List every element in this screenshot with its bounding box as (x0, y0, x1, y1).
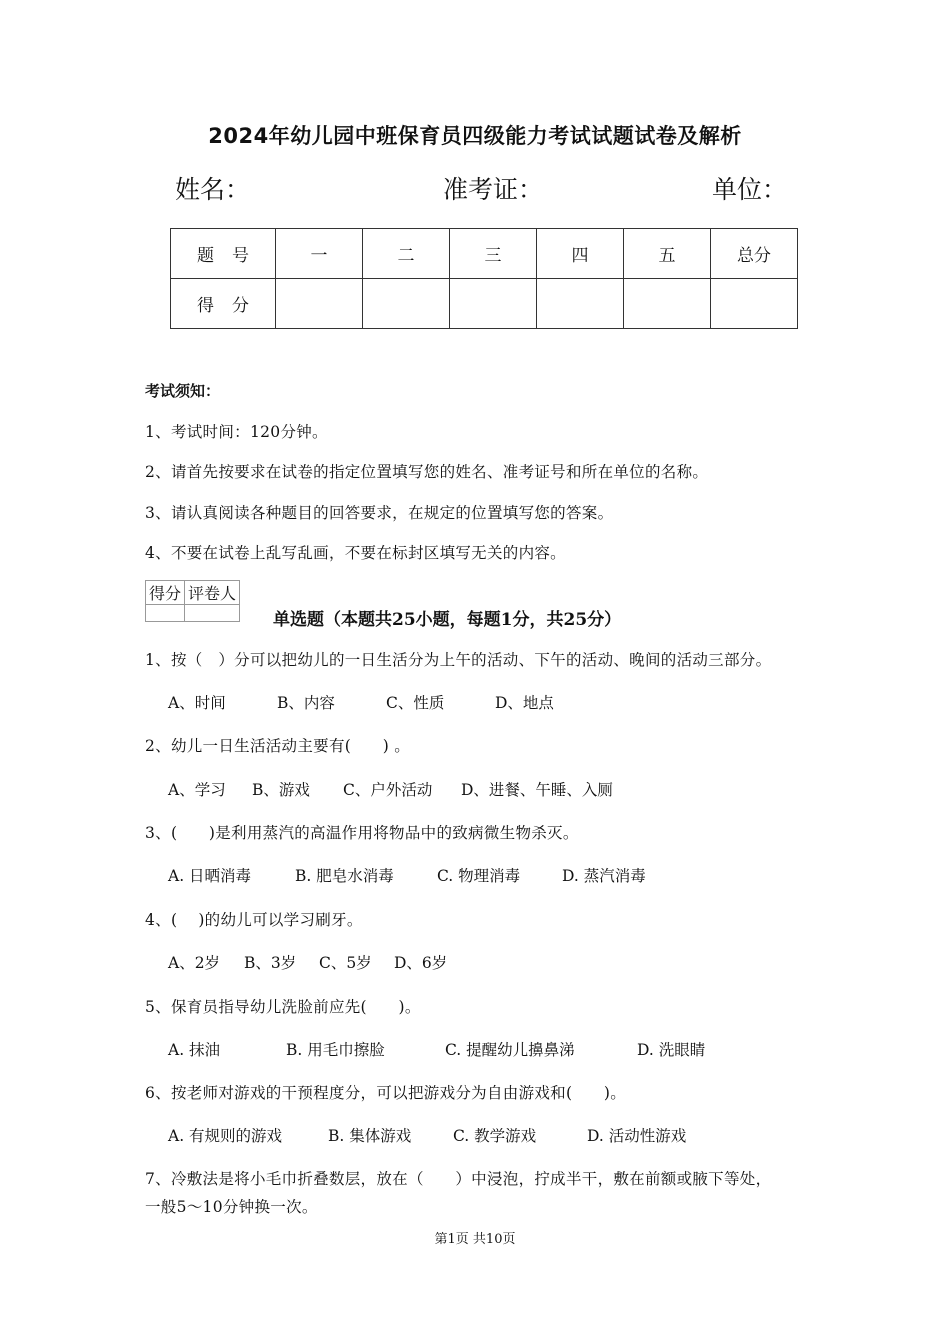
score-table-header-cell: 二 (363, 229, 450, 279)
question-option: C、户外活动 (343, 781, 433, 799)
question-option: D. 活动性游戏 (587, 1127, 687, 1145)
question-stem: 4、( )的幼儿可以学习刷牙。 (145, 911, 363, 929)
grader-reviewer-label: 评卷人 (185, 581, 240, 605)
notice-item: 2、请首先按要求在试卷的指定位置填写您的姓名、准考证号和所在单位的名称。 (145, 463, 709, 481)
score-table-header-cell: 五 (624, 229, 711, 279)
question-option: A. 抹油 (168, 1041, 221, 1059)
score-cell (624, 279, 711, 329)
question-option: D、进餐、午睡、入厕 (461, 781, 613, 799)
grader-box (145, 580, 240, 622)
score-table-row-label: 得分 (171, 279, 276, 329)
question-stem-continuation: 一般5～10分钟换一次。 (145, 1198, 318, 1216)
question-stem: 5、保育员指导幼儿洗脸前应先( )。 (145, 998, 421, 1016)
page-footer: 第1页 共10页 (434, 1232, 516, 1247)
section-title: 单选题（本题共25小题，每题1分，共25分） (273, 610, 622, 630)
question-stem: 6、按老师对游戏的干预程度分，可以把游戏分为自由游戏和( )。 (145, 1084, 627, 1102)
score-table-header-cell: 总分 (711, 229, 798, 279)
question-stem: 2、幼儿一日生活活动主要有( ) 。 (145, 737, 411, 755)
question-option: D. 蒸汽消毒 (562, 867, 646, 885)
name-field-label: 姓名： (175, 175, 251, 204)
notice-item: 1、考试时间：120分钟。 (145, 423, 328, 441)
question-option: C、5岁 (319, 954, 372, 972)
score-cell (537, 279, 624, 329)
grader-score-label: 得分 (146, 581, 185, 605)
score-table-score-row (171, 279, 798, 329)
question-option: C、性质 (386, 694, 445, 712)
question-option: C. 教学游戏 (453, 1127, 537, 1145)
question-option: A、时间 (168, 694, 226, 712)
grader-score-cell (146, 605, 185, 622)
question-stem: 1、按（ ）分可以把幼儿的一日生活分为上午的活动、下午的活动、晚间的活动三部分。 (145, 651, 772, 669)
score-table-header-cell: 一 (276, 229, 363, 279)
question-option: B. 集体游戏 (328, 1127, 412, 1145)
score-table-header-row (171, 229, 798, 279)
question-option: B、3岁 (244, 954, 297, 972)
question-option: B、游戏 (252, 781, 310, 799)
notice-item: 4、不要在试卷上乱写乱画，不要在标封区填写无关的内容。 (145, 544, 566, 562)
score-cell (450, 279, 537, 329)
question-stem: 7、冷敷法是将小毛巾折叠数层，放在（ ）中浸泡，拧成半干，敷在前额或腋下等处， (145, 1170, 772, 1188)
question-option: C. 物理消毒 (437, 867, 521, 885)
notice-item: 3、请认真阅读各种题目的回答要求，在规定的位置填写您的答案。 (145, 504, 614, 522)
question-option: C. 提醒幼儿擤鼻涕 (445, 1041, 575, 1059)
exam-title: 2024年幼儿园中班保育员四级能力考试试题试卷及解析 (208, 124, 742, 148)
score-cell (363, 279, 450, 329)
notice-heading: 考试须知： (145, 382, 221, 400)
question-option: A、学习 (168, 781, 226, 799)
question-stem: 3、( )是利用蒸汽的高温作用将物品中的致病微生物杀灭。 (145, 824, 579, 842)
question-option: B、内容 (277, 694, 335, 712)
question-option: D、地点 (495, 694, 554, 712)
question-option: A、2岁 (168, 954, 221, 972)
score-cell (276, 279, 363, 329)
score-table-header-cell: 三 (450, 229, 537, 279)
question-option: A. 日晒消毒 (168, 867, 252, 885)
exam-number-field-label: 准考证： (443, 175, 544, 204)
score-table-header-cell: 四 (537, 229, 624, 279)
question-option: A. 有规则的游戏 (168, 1127, 283, 1145)
grader-reviewer-cell (185, 605, 240, 622)
score-cell (711, 279, 798, 329)
question-option: B. 用毛巾擦脸 (286, 1041, 385, 1059)
question-option: D、6岁 (394, 954, 448, 972)
score-table-row-label: 题号 (171, 229, 276, 279)
score-table (170, 228, 798, 329)
unit-field-label: 单位： (712, 175, 788, 204)
question-option: B. 肥皂水消毒 (295, 867, 394, 885)
question-option: D. 洗眼睛 (637, 1041, 706, 1059)
